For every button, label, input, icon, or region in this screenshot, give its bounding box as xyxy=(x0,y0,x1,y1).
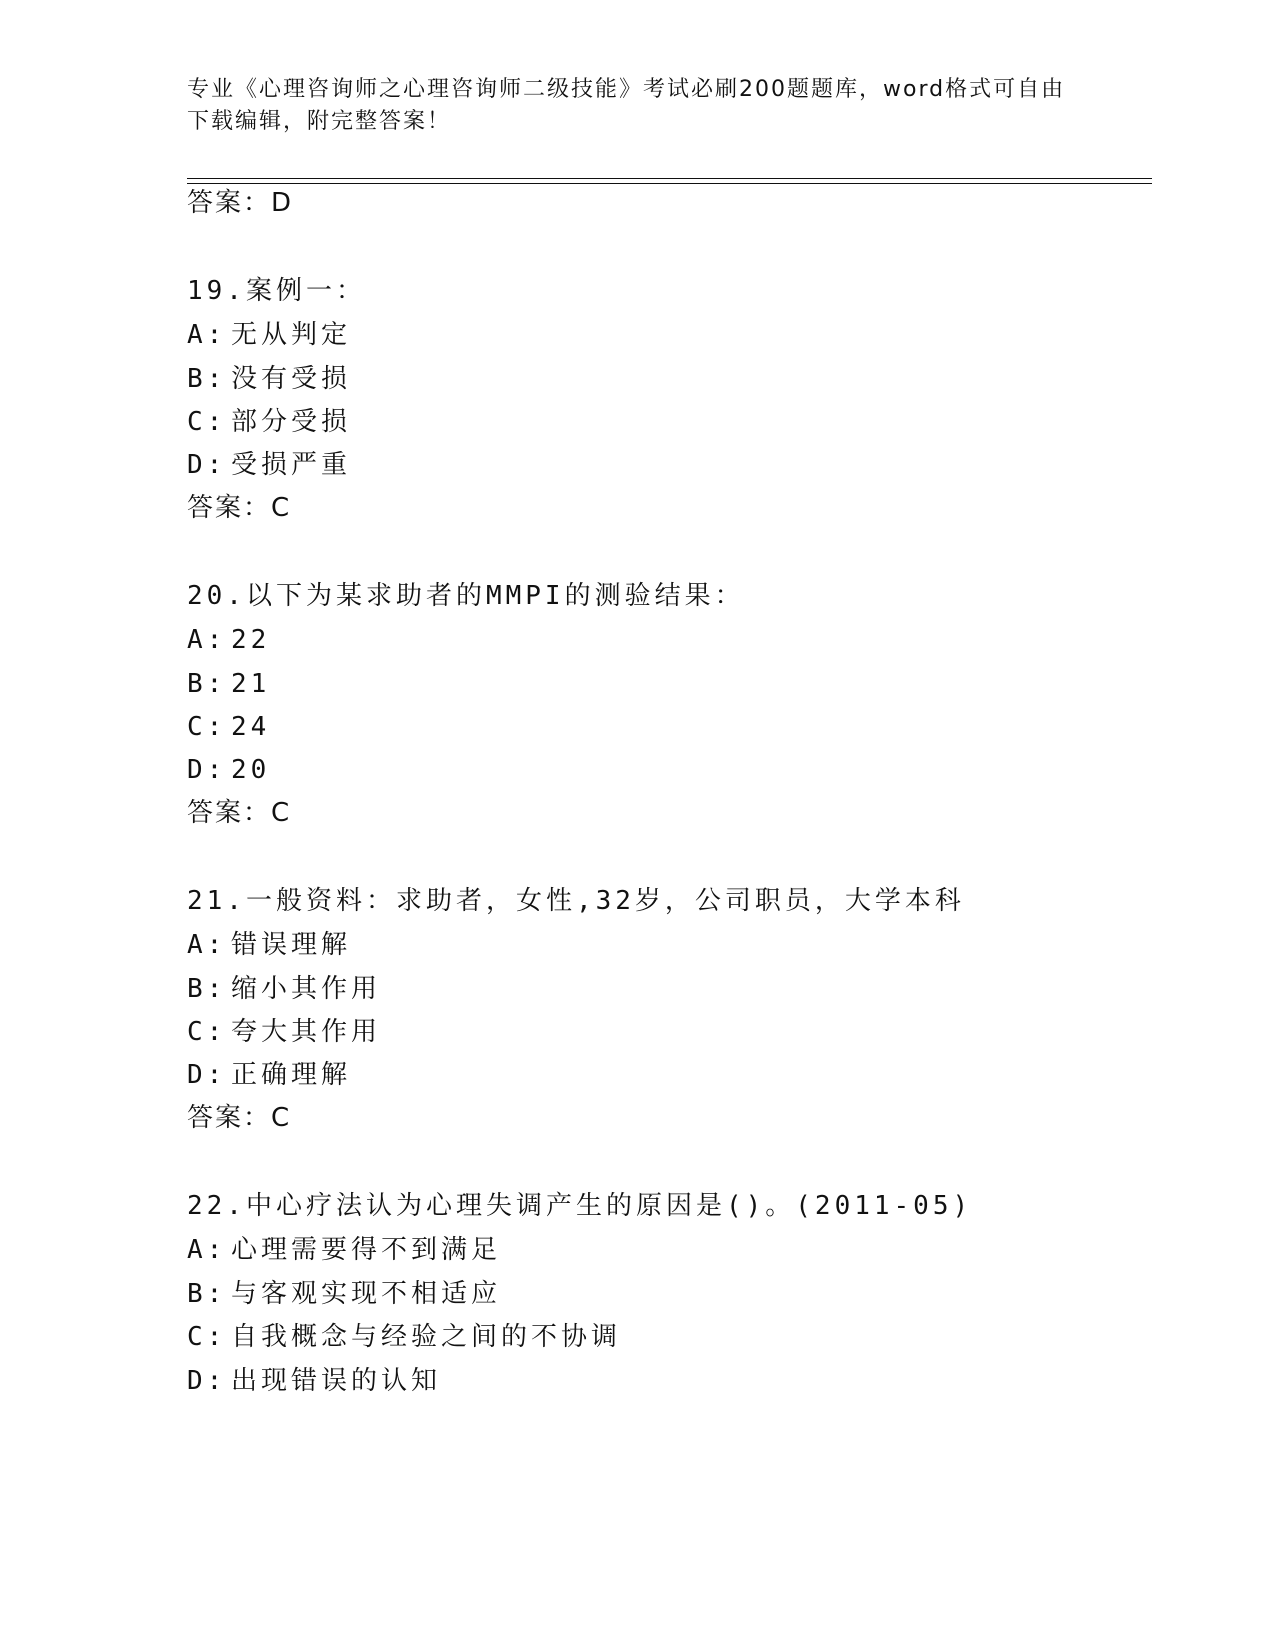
option-d xyxy=(187,1364,441,1398)
option-text: 22 xyxy=(231,625,271,655)
option-letter: D: xyxy=(187,450,227,480)
answer-label: 答案： xyxy=(187,798,272,828)
option-text: 夸大其作用 xyxy=(231,1017,382,1047)
option-letter: A: xyxy=(187,930,227,960)
answer-value: C xyxy=(271,493,292,523)
answer-label: 答案： xyxy=(187,493,272,523)
option-text: 出现错误的认知 xyxy=(231,1366,442,1396)
answer-value: D xyxy=(271,188,294,218)
option-letter: D: xyxy=(187,1060,227,1090)
option-c xyxy=(187,1015,381,1049)
option-a xyxy=(187,1233,501,1267)
option-text: 无从判定 xyxy=(231,320,352,350)
option-b xyxy=(187,1277,501,1311)
answer-label: 答案： xyxy=(187,1103,272,1133)
option-a xyxy=(187,318,351,352)
header-divider-bottom xyxy=(187,183,1152,184)
option-c xyxy=(187,710,270,744)
option-letter: C: xyxy=(187,1017,227,1047)
answer-line xyxy=(187,186,293,220)
question-stem: 20.以下为某求助者的MMPI的测验结果： xyxy=(187,581,745,611)
question-stem: 19.案例一： xyxy=(187,276,366,306)
option-text: 24 xyxy=(231,712,271,742)
question-stem: 21.一般资料：求助者，女性,32岁，公司职员，大学本科 xyxy=(187,886,965,916)
option-b xyxy=(187,362,351,396)
option-text: 受损严重 xyxy=(231,450,352,480)
option-d xyxy=(187,448,351,482)
answer-line xyxy=(187,1101,291,1135)
option-letter: B: xyxy=(187,1279,227,1309)
answer-line xyxy=(187,491,291,525)
option-letter: D: xyxy=(187,755,227,785)
answer-value: C xyxy=(271,798,292,828)
option-letter: C: xyxy=(187,1322,227,1352)
option-text: 缩小其作用 xyxy=(231,974,382,1004)
option-text: 20 xyxy=(231,755,271,785)
option-text: 自我概念与经验之间的不协调 xyxy=(231,1322,622,1352)
option-letter: C: xyxy=(187,712,227,742)
option-text: 错误理解 xyxy=(231,930,352,960)
option-letter: B: xyxy=(187,669,227,699)
option-d xyxy=(187,1058,351,1092)
option-text: 心理需要得不到满足 xyxy=(231,1235,502,1265)
option-b xyxy=(187,667,270,701)
answer-label: 答案： xyxy=(187,188,272,218)
option-letter: B: xyxy=(187,974,227,1004)
document-intro: 专业《心理咨询师之心理咨询师二级技能》考试必刷200题题库，word格式可自由下载编辑，附完整答案！ xyxy=(187,77,1066,134)
option-letter: A: xyxy=(187,625,227,655)
option-b xyxy=(187,972,381,1006)
option-text: 正确理解 xyxy=(231,1060,352,1090)
option-text: 没有受损 xyxy=(231,364,352,394)
option-text: 21 xyxy=(231,669,271,699)
question-stem: 22.中心疗法认为心理失调产生的原因是()。(2011-05) xyxy=(187,1191,973,1221)
option-letter: A: xyxy=(187,1235,227,1265)
option-letter: D: xyxy=(187,1366,227,1396)
option-letter: C: xyxy=(187,407,227,437)
option-c xyxy=(187,405,351,439)
answer-value: C xyxy=(271,1103,292,1133)
option-text: 部分受损 xyxy=(231,407,352,437)
answer-line xyxy=(187,796,291,830)
option-a xyxy=(187,623,270,657)
header-divider-top xyxy=(187,178,1152,179)
option-letter: A: xyxy=(187,320,227,350)
option-letter: B: xyxy=(187,364,227,394)
option-c xyxy=(187,1320,621,1354)
option-text: 与客观实现不相适应 xyxy=(231,1279,502,1309)
option-d xyxy=(187,753,270,787)
option-a xyxy=(187,928,351,962)
